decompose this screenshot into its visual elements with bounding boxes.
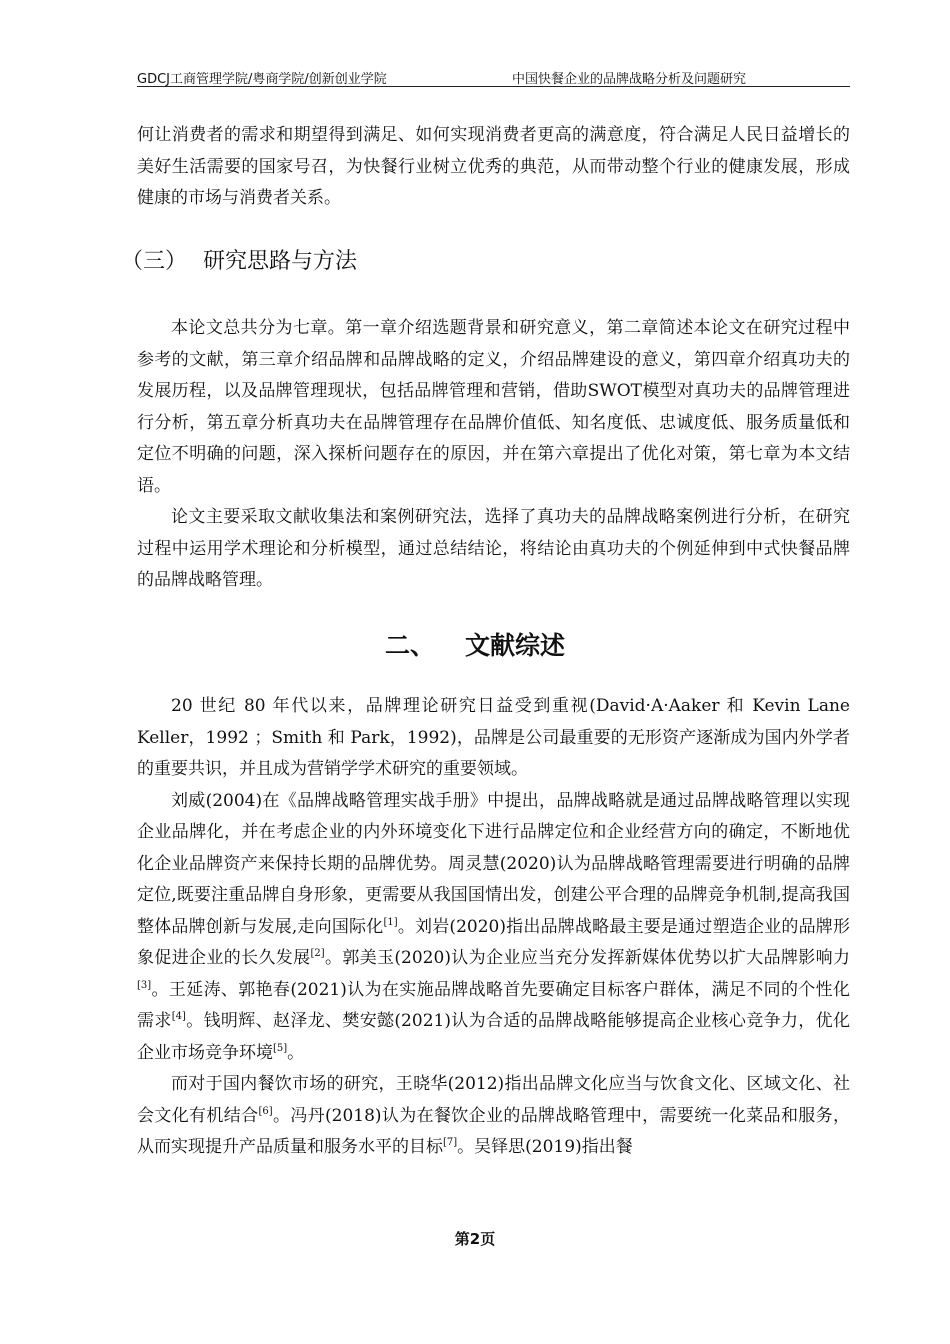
section-title: 研究思路与方法 [203, 249, 358, 274]
citation-6: [6] [258, 1105, 273, 1117]
chapter-number: 二、 [384, 631, 435, 660]
text-run: 而对于国内餐饮市场的研究，王晓华(2012)指出品牌文化应当与饮食文化、区域文化、社会文化有机结合 [137, 1074, 850, 1126]
chapter2-body [137, 691, 850, 1164]
paragraph-brand-theory: 20 世纪 80 年代以来，品牌理论研究日益受到重视(David·A·Aaker 和 Kevin Lane Keller，1992 ；Smith 和 Park，1992)，品牌是公司最重要的无形资产逐渐成为国内外学者的重要共识，并且成为营销学学术研究的重要领域。 [137, 696, 850, 779]
text-run: 。刘岩(2020)指出品牌战略最主要是通过塑造企业的品牌形象促进企业的长久发展 [137, 916, 851, 968]
page-number: 第2页 [454, 1230, 496, 1248]
intro-paragraph: 何让消费者的需求和期望得到满足、如何实现消费者更高的满意度，符合满足人民日益增长的美好生活需要的国家号召，为快餐行业树立优秀的典范，从而带动整个行业的健康发展，形成健康的市场与消费者关系。 [137, 125, 850, 208]
text-run: 刘威(2004)在《品牌战略管理实战手册》中提出，品牌战略就是通过品牌战略管理以实现企业品牌化，并在考虑企业的内外环境变化下进行品牌定位和企业经营方向的确定，不断地优化企业品牌资产来保持长期的品牌优势。周灵慧(2020)认为品牌战略管理需要进行明确的品牌定位,既要注重品牌自身形象，更需要从我国国情出发，创建公平合理的品牌竞争机制,提高我国整体品牌创新与发展,走向国际化 [137, 790, 850, 937]
chapter-title: 文献综述 [465, 631, 566, 660]
header-thesis-title: 中国快餐企业的品牌战略分析及问题研究 [512, 72, 747, 87]
chapter-heading-literature-review [0, 626, 950, 662]
citation-5: [5] [273, 1042, 288, 1054]
section-number: （三） [121, 249, 188, 274]
citation-7: [7] [443, 1137, 458, 1148]
paragraph-catering-market-review [137, 1069, 850, 1164]
page-header [137, 66, 850, 87]
text-run: 。冯丹(2018)认为在餐饮企业的品牌战略管理中，需要统一化菜品和服务，从而实现提升产品质量和服务水平的目标 [137, 1105, 850, 1157]
paragraph-brand-strategy-review [137, 786, 850, 1070]
paragraph-research-method: 论文主要采取文献收集法和案例研究法，选择了真功夫的品牌战略案例进行分析，在研究过程中运用学术理论和分析模型，通过总结结论，将结论由真功夫的个例延伸到中式快餐品牌的品牌战略管理。 [137, 507, 850, 590]
section3-body [137, 313, 850, 597]
text-run: 。吴铎思(2019)指出餐 [457, 1137, 633, 1157]
text-run: 。 [287, 1042, 305, 1063]
section-heading-research-method [121, 244, 357, 275]
text-run: 。王延涛、郭艳春(2021)认为在实施品牌战略首先要确定目标客户群体，满足不同的个性化需求 [137, 979, 850, 1031]
citation-3: [3] [137, 979, 152, 991]
citation-2: [2] [310, 948, 325, 959]
header-institution: GDCJ工商管理学院/粤商学院/创新创业学院 [137, 72, 387, 87]
text-run: 。郭美玉(2020)认为企业应当充分发挥新媒体优势以扩大品牌影响力 [324, 948, 850, 968]
citation-4: [4] [171, 1011, 186, 1022]
citation-1: [1] [383, 916, 398, 928]
paragraph-chapter-overview: 本论文总共分为七章。第一章介绍选题背景和研究意义，第二章简述本论文在研究过程中参考的文献，第三章介绍品牌和品牌战略的定义，介绍品牌建设的意义，第四章介绍真功夫的发展历程，以及品牌管理现状，包括品牌管理和营销，借助SWOT模型对真功夫的品牌管理进行分析，第五章分析真功夫在品牌管理存在品牌价值低、知名度低、忠诚度低、服务质量低和定位不明确的问题，深入探析问题存在的原因，并在第六章提出了优化对策，第七章为本文结语。 [137, 318, 850, 496]
text-run: 。钱明辉、赵泽龙、樊安懿(2021)认为合适的品牌战略能够提高企业核心竞争力，优化企业市场竞争环境 [137, 1011, 850, 1063]
intro-paragraph-block [137, 120, 850, 215]
